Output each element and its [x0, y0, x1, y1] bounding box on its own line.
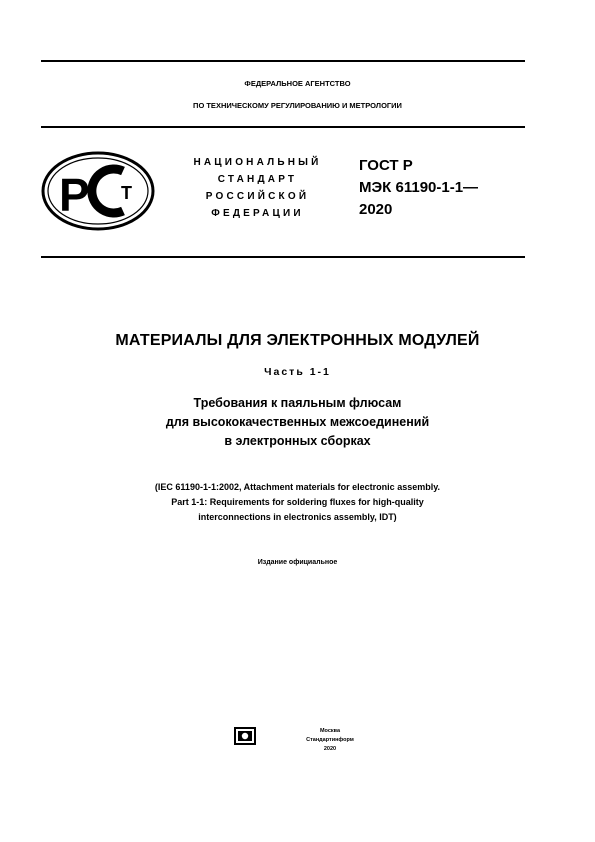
iec-reference: [0, 480, 595, 525]
subtitle-line-1: Требования к паяльным флюсам: [193, 396, 402, 410]
iec-reference-line-2: Part 1-1: Requirements for soldering fluxes for high-quality: [171, 497, 424, 507]
national-standard-line-1: НАЦИОНАЛЬНЫЙ: [193, 157, 322, 168]
standard-designation: [359, 155, 478, 221]
national-standard-line-4: ФЕДЕРАЦИИ: [211, 208, 304, 219]
edition-note: Издание официальное: [257, 559, 338, 566]
designation-line-2: МЭК 61190-1-1—: [359, 179, 479, 196]
publisher-year: 2020: [323, 746, 337, 752]
standartinform-logo-icon: [234, 727, 256, 745]
iec-reference-line-3: interconnections in electronics assembly, IDT): [198, 512, 397, 522]
designation-line-1: ГОСТ Р: [359, 157, 413, 174]
top-rule: [41, 60, 525, 62]
document-subtitle: [0, 394, 595, 451]
national-standard-line-3: РОССИЙСКОЙ: [205, 191, 310, 202]
logo-rule: [41, 256, 525, 258]
document-title: МАТЕРИАЛЫ ДЛЯ ЭЛЕКТРОННЫХ МОДУЛЕЙ: [115, 332, 480, 349]
publisher-block: [290, 727, 370, 754]
publisher-name: Стандартинформ: [306, 737, 354, 743]
agency-line-2: ПО ТЕХНИЧЕСКОМУ РЕГУЛИРОВАНИЮ И МЕТРОЛОГИИ: [193, 101, 402, 110]
national-standard-block: [165, 154, 350, 222]
header-rule: [41, 126, 525, 128]
svg-text:Т: Т: [121, 183, 132, 203]
national-standard-line-2: СТАНДАРТ: [217, 174, 298, 185]
subtitle-line-2: для высококачественных межсоединений: [165, 415, 430, 429]
iec-reference-line-1: (IEC 61190-1-1:2002, Attachment materials for electronic assembly.: [154, 482, 441, 492]
part-number: Часть 1-1: [264, 366, 331, 378]
svg-text:Р: Р: [59, 169, 90, 221]
publisher-city: Москва: [319, 728, 341, 734]
subtitle-line-3: в электронных сборках: [224, 434, 371, 448]
agency-line-1: ФЕДЕРАЛЬНОЕ АГЕНТСТВО: [244, 79, 351, 88]
designation-line-3: 2020: [359, 201, 393, 218]
rst-logo-icon: [41, 151, 155, 231]
